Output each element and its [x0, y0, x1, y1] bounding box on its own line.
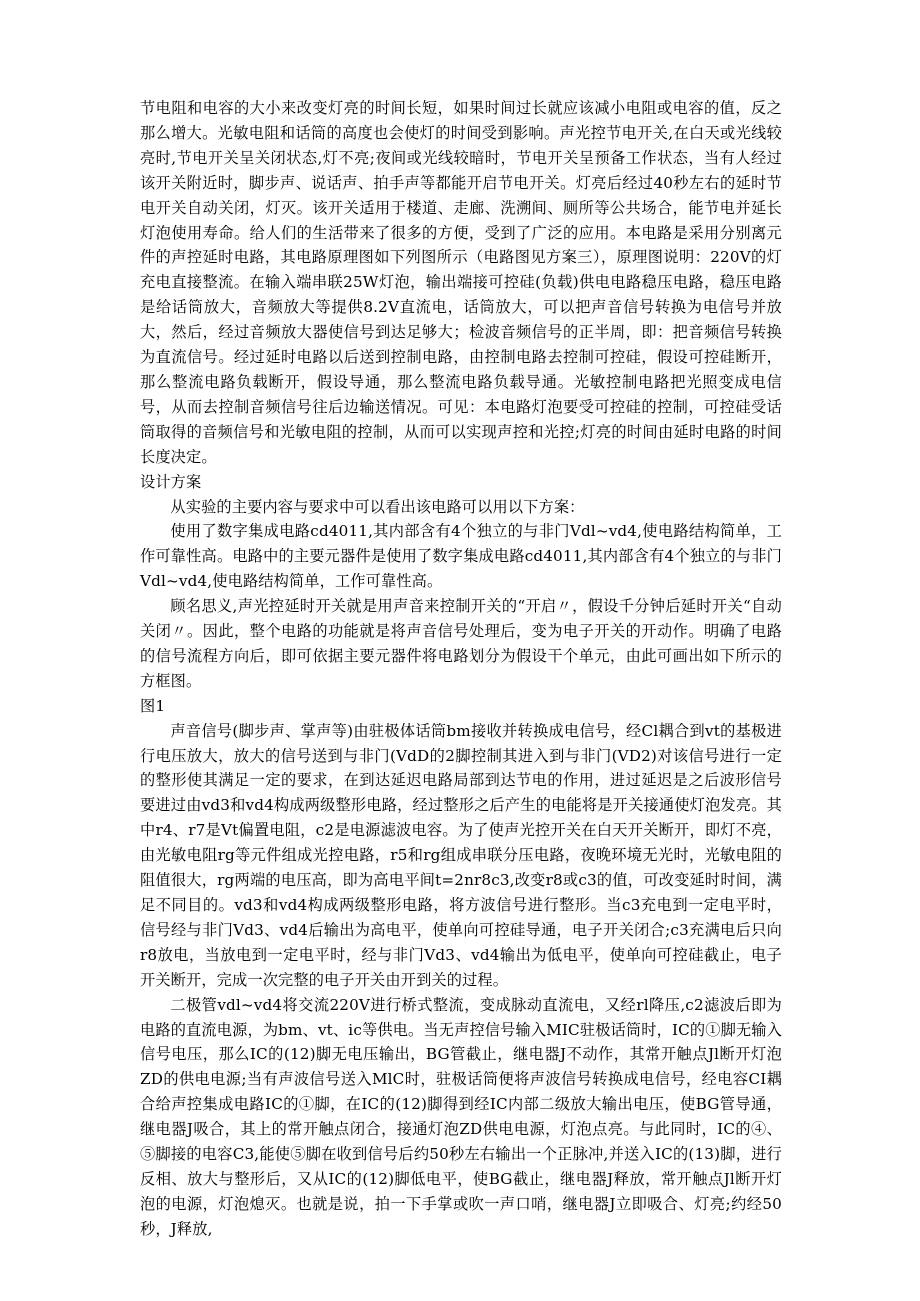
intro-paragraph: 节电阻和电容的大小来改变灯亮的时间长短，如果时间过长就应该减小电阻或电容的值，反之那么增大。光敏电阻和话筒的高度也会使灯的时间受到影响。声光控节电开关,在白天或光线较亮时,节电开关呈关闭状态,灯不亮;夜间或光线较暗时，节电开关呈预备工作状态，当有人经过该开关附近时，脚步声、说话声、拍手声等都能开启节电开关。灯亮后经过40秒左右的延时节电开关自动关闭，灯灭。该开关适用于楼道、走廊、洗溯间、厕所等公共场合，能节电并延长灯泡使用寿命。给人们的生活带来了很多的方便，受到了广泛的应用。本电路是采用分别离元件的声控延时电路，其电路原理图如下列图所示（电路图见方案三），原理图说明：220V的灯充电直接整流。在输入端串联25W灯泡，输出端接可控硅(负载)供电电路稳压电路，稳压电路是给话筒放大，音频放大等提供8.2V直流电，话筒放大，可以把声音信号转换为电信号并放大，然后，经过音频放大器使信号到达足够大；检波音频信号的正半周，即：把音频信号转换为直流信号。经过延时电路以后送到控制电路，由控制电路去控制可控硅，假设可控硅断开，那么整流电路负载断开，假设导通，那么整流电路负载导通。光敏控制电路把光照变成电信号，从而去控制音频信号往后边输送情况。可见：本电路灯泡要受可控硅的控制，可控硅受话筒取得的音频信号和光敏电阻的控制，从而可以实现声控和光控;灯亮的时间由延时电路的时间长度决定。 — [140, 99, 782, 466]
signal-flow-paragraph: 声音信号(脚步声、掌声等)由驻极体话筒bm接收并转换成电信号，经Cl耦合到vt的基极进行电压放大，放大的信号送到与非门(VdD的2脚控制其进入到与非门(VD2)对该信号进行一定的整形使其满足一定的要求，在到达延迟电路局部到达节电的作用，进过延迟是之后波形信号要进过由vd3和vd4构成两级整形电路，经过整形之后产生的电能将是开关接通使灯泡发亮。其中r4、r7是Vt偏置电阻，c2是电源滤波电容。为了使声光控开关在白天开关断开，即灯不亮，由光敏电阻rg等元件组成光控电路，r5和rg组成串联分压电路，夜晚环境无光时，光敏电阻的阻值很大，rg两端的电压高，即为高电平间t=2nr8c3,改变r8或c3的值，可改变延时时间，满足不同目的。vd3和vd4构成两级整形电路，将方波信号进行整形。当c3充电到一定电平时，信号经与非门Vd3、vd4后输出为高电平，使单向可控硅导通，电子开关闭合;c3充满电后只向r8放电，当放电到一定电平时，经与非门Vd3、vd4输出为低电平，使单向可控硅截止，电子开关断开，完成一次完整的电子开关由开到关的过程。 — [140, 721, 782, 989]
cd4011-paragraph: 使用了数字集成电路cd4011,其内部含有4个独立的与非门Vdl~vd4,使电路结构简单，工作可靠性高。电路中的主要元器件是使用了数字集成电路cd4011,其内部含有4个独立的与非门Vdl~vd4,使电路结构简单，工作可靠性高。 — [140, 522, 782, 591]
power-supply-paragraph: 二极管vdl~vd4将交流220V进行桥式整流，变成脉动直流电，又经rl降压,c2滤波后即为电路的直流电源，为bm、vt、ic等供电。当无声控信号输入MIC驻极话筒时，IC的①脚无输入信号电压，那么IC的(12)脚无电压输出，BG管截止，继电器J不动作，其常开触点Jl断开灯泡ZD的供电电源;当有声波信号送入MlC时，驻极话筒便将声波信号转换成电信号，经电容CI耦合给声控集成电路IC的①脚，在IC的(12)脚得到经IC内部二级放大输出电压，使BG管导通，继电器J吸合，其上的常开触点闭合，接通灯泡ZD供电电源，灯泡点亮。与此同时，IC的④、⑤脚接的电容C3,能使⑤脚在收到信号后约50秒左右输出一个正脉冲,并送入IC的(13)脚，进行反相、放大与整形后，又从IC的(12)脚低电平，使BG截止，继电器J释放，常开触点Jl断开灯泡的电源，灯泡熄灭。也就是说，拍一下手掌或吹一声口哨，继电器J立即吸合、灯亮;约经50秒，J释放, — [140, 995, 782, 1238]
section-heading-design-plan: 设计方案 — [140, 472, 202, 491]
document-body — [140, 96, 782, 1242]
block-diagram-paragraph: 顾名思义,声光控延时开关就是用声音来控制开关的“开启〃，假设千分钟后延时开关“自动关闭〃。因此，整个电路的功能就是将声音信号处理后，变为电子开关的开动作。明确了电路的信号流程方向后，即可依据主要元器件将电路划分为假设干个单元，由此可画出如下所示的方框图。 — [140, 597, 782, 690]
plan-intro-paragraph: 从实验的主要内容与要求中可以看出该电路可以用以下方案： — [170, 497, 585, 516]
figure-caption: 图1 — [140, 696, 166, 715]
